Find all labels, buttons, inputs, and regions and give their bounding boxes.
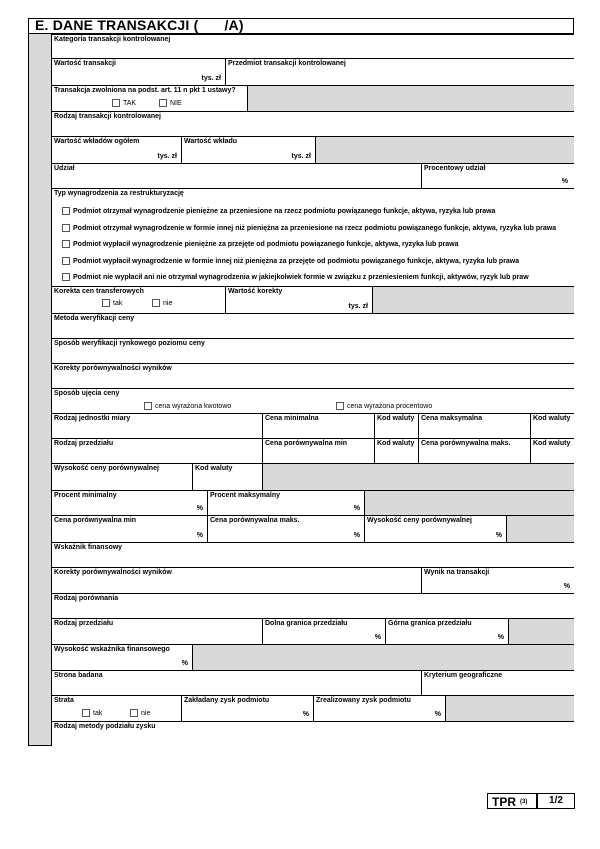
section-header [29, 19, 573, 34]
greyed-area [506, 515, 574, 542]
field-kategoria[interactable] [51, 34, 574, 58]
field-sposob-weryfikacji[interactable] [51, 338, 574, 363]
field-wartosc-korekty[interactable] [225, 286, 372, 313]
field-procent-minimalny[interactable] [51, 490, 207, 515]
field-udzial[interactable] [51, 163, 421, 188]
field-rodzaj-porownania[interactable] [51, 593, 574, 618]
label-wartosc-transakcji: Wartość transakcji [54, 60, 116, 67]
option-tak[interactable]: TAK [112, 99, 136, 107]
left-margin-strip [29, 34, 52, 745]
field-rodzaj-przedzialu[interactable] [51, 438, 262, 463]
option-wyn-5[interactable]: Podmiot nie wypłacił ani nie otrzymał wynagrodzenia w jakiejkolwiek formie w związku z przeniesieniem funkcji, aktywów, ryzyk lub praw [62, 273, 529, 281]
greyed-area [315, 136, 574, 163]
label-procentowy-udzial: Procentowy udział [424, 165, 486, 172]
field-sposob-ujecia[interactable] [51, 388, 574, 413]
label-kryterium: Kryterium geograficzne [424, 672, 503, 679]
label-strona-badana: Strona badana [54, 672, 103, 679]
unit-percent: % [353, 505, 360, 512]
form-variant: (3) [520, 799, 528, 805]
label-strata: Strata [54, 697, 74, 704]
unit-percent: % [181, 660, 188, 667]
field-kod-waluty-2[interactable] [530, 413, 574, 438]
unit-tys-zl: tys. zł [291, 153, 311, 160]
field-typ-wynagrodzenia[interactable] [51, 188, 574, 286]
label-wysokosc-wskaznika: Wysokość wskaźnika finansowego [54, 646, 170, 653]
label-cena-porownywalna-maks: Cena porównywalna maks. [421, 440, 511, 447]
label-gorna-granica: Górna granica przedziału [388, 620, 472, 627]
option-wyn-2[interactable]: Podmiot otrzymał wynagrodzenie w formie innej niż pieniężna za przeniesione na rzecz podmiotu powiązanego funkcje, aktywa, ryzyka lub prawa [62, 224, 556, 232]
label-cena-porownywalna-min: Cena porównywalna min [265, 440, 348, 447]
field-kod-waluty-1[interactable] [374, 413, 418, 438]
unit-percent: % [196, 532, 203, 539]
greyed-area [262, 463, 574, 490]
field-rodzaj-metody[interactable] [51, 721, 574, 746]
checkbox-icon [102, 299, 110, 307]
option-cena-kwotowo[interactable]: cena wyrażona kwotowo [144, 402, 231, 410]
label-przedmiot: Przedmiot transakcji kontrolowanej [228, 60, 346, 67]
field-kod-waluty-5[interactable] [192, 463, 262, 490]
option-wyn-3[interactable]: Podmiot wypłacił wynagrodzenie pieniężne za przejęte od podmiotu powiązanego funkcje, aktywa, ryzyka lub prawa [62, 240, 458, 248]
label-cena-minimalna: Cena minimalna [265, 415, 319, 422]
field-procentowy-udzial[interactable] [421, 163, 574, 188]
field-metoda-weryfikacji[interactable] [51, 313, 574, 338]
field-korekta-cen[interactable] [51, 286, 225, 313]
field-zrealizowany-zysk[interactable] [313, 695, 445, 721]
checkbox-icon [62, 240, 70, 248]
greyed-area [247, 85, 574, 111]
label-metoda-weryfikacji: Metoda weryfikacji ceny [54, 315, 135, 322]
field-wartosc-transakcji[interactable] [51, 58, 225, 85]
unit-percent: % [497, 634, 504, 641]
label-dolna-granica: Dolna granica przedziału [265, 620, 348, 627]
greyed-area [508, 618, 574, 644]
option-wyn-1[interactable]: Podmiot otrzymał wynagrodzenie pieniężne za przeniesione na rzecz podmiotu powiązanego funkcje, aktywa, ryzyka lub prawa [62, 207, 495, 215]
field-kryterium[interactable] [421, 670, 574, 695]
label-rodzaj-przedzialu: Rodzaj przedziału [54, 440, 114, 447]
option-wyn-4[interactable]: Podmiot wypłacił wynagrodzenie w formie innej niż pieniężna za przejęte od podmiotu powiązanego funkcje, aktywa, ryzyka lub prawa [62, 257, 519, 265]
label-wartosc-wkladu: Wartość wkładu [184, 138, 238, 145]
page-number: 1/2 [549, 795, 563, 806]
greyed-area [364, 490, 574, 515]
option-tak[interactable]: tak [82, 709, 102, 717]
label-rodzaj-jednostki: Rodzaj jednostki miary [54, 415, 131, 422]
option-nie[interactable]: nie [130, 709, 150, 717]
label-rodzaj-transakcji: Rodzaj transakcji kontrolowanej [54, 113, 161, 120]
unit-percent: % [302, 711, 309, 718]
field-rodzaj-jednostki[interactable] [51, 413, 262, 438]
field-zakladany-zysk[interactable] [181, 695, 313, 721]
unit-percent: % [374, 634, 381, 641]
label-sposob-weryfikacji: Sposób weryfikacji rynkowego poziomu ceny [54, 340, 205, 347]
checkbox-icon [62, 224, 70, 232]
unit-percent: % [434, 711, 441, 718]
label-zrealizowany-zysk: Zrealizowany zysk podmiotu [316, 697, 411, 704]
option-cena-procentowo[interactable]: cena wyrażona procentowo [336, 402, 432, 410]
unit-percent: % [561, 178, 568, 185]
label-kod-waluty: Kod waluty [377, 440, 415, 447]
option-nie[interactable]: nie [152, 299, 172, 307]
greyed-area [445, 695, 574, 721]
checkbox-icon [62, 207, 70, 215]
field-wartosc-wkladu[interactable] [181, 136, 315, 163]
option-tak[interactable]: tak [102, 299, 122, 307]
field-cena-minimalna[interactable] [262, 413, 374, 438]
label-wysokosc-ceny: Wysokość ceny porównywalnej [54, 465, 159, 472]
field-cena-porownywalna-min-2[interactable] [51, 515, 207, 542]
option-nie[interactable]: NIE [159, 99, 182, 107]
field-procent-maksymalny[interactable] [207, 490, 364, 515]
field-strona-badana[interactable] [51, 670, 421, 695]
label-rodzaj-przedzialu: Rodzaj przedziału [54, 620, 114, 627]
field-wartosc-wkladow[interactable] [51, 136, 181, 163]
label-udzial: Udział [54, 165, 75, 172]
unit-tys-zl: tys. zł [157, 153, 177, 160]
label-korekty-porownywalnosci: Korekty porównywalności wyników [54, 365, 172, 372]
label-zakladany-zysk: Zakładany zysk podmiotu [184, 697, 270, 704]
label-wynik-na-transakcji: Wynik na transakcji [424, 569, 490, 576]
label-cena-porownywalna-maks: Cena porównywalna maks. [210, 517, 300, 524]
label-kod-waluty: Kod waluty [533, 440, 571, 447]
field-gorna-granica[interactable] [385, 618, 508, 644]
label-cena-porownywalna-min: Cena porównywalna min [54, 517, 137, 524]
label-rodzaj-porownania: Rodzaj porównania [54, 595, 119, 602]
field-dolna-granica[interactable] [262, 618, 385, 644]
label-procent-maksymalny: Procent maksymalny [210, 492, 281, 499]
label-kod-waluty: Kod waluty [195, 465, 233, 472]
field-cena-porownywalna-maks-2[interactable] [207, 515, 364, 542]
label-kategoria: Kategoria transakcji kontrolowanej [54, 36, 171, 43]
checkbox-icon [336, 402, 344, 410]
field-rodzaj-przedzialu-2[interactable] [51, 618, 262, 644]
section-title: E. DANE TRANSAKCJI ( /A) [35, 17, 244, 33]
label-korekty-porownywalnosci: Korekty porównywalności wyników [54, 569, 172, 576]
field-wysokosc-ceny-2[interactable] [364, 515, 506, 542]
label-procent-minimalny: Procent minimalny [54, 492, 117, 499]
form-section-e [28, 18, 574, 746]
page-number-box [537, 793, 575, 809]
label-wysokosc-ceny: Wysokość ceny porównywalnej [367, 517, 472, 524]
label-kod-waluty: Kod waluty [533, 415, 571, 422]
checkbox-icon [159, 99, 167, 107]
unit-percent: % [353, 532, 360, 539]
form-code-box [487, 793, 537, 809]
checkbox-icon [112, 99, 120, 107]
label-zwolniona: Transakcja zwolniona na podst. art. 11 n pkt 1 ustawy? [54, 87, 236, 94]
checkbox-icon [130, 709, 138, 717]
label-rodzaj-metody: Rodzaj metody podziału zysku [54, 723, 156, 730]
checkbox-icon [144, 402, 152, 410]
field-wskaznik-finansowy[interactable] [51, 542, 574, 567]
field-wysokosc-wskaznika[interactable] [51, 644, 192, 670]
unit-percent: % [196, 505, 203, 512]
greyed-area [192, 644, 574, 670]
form-code: TPR [492, 795, 516, 809]
checkbox-icon [152, 299, 160, 307]
unit-percent: % [495, 532, 502, 539]
label-typ-wynagrodzenia: Typ wynagrodzenia za restrukturyzację [54, 190, 184, 197]
label-wskaznik-finansowy: Wskaźnik finansowy [54, 544, 123, 551]
unit-percent: % [563, 583, 570, 590]
field-cena-porownywalna-min[interactable] [262, 438, 374, 463]
field-kod-waluty-4[interactable] [530, 438, 574, 463]
field-rodzaj-transakcji[interactable] [51, 111, 574, 136]
field-kod-waluty-3[interactable] [374, 438, 418, 463]
label-sposob-ujecia: Sposób ujęcia ceny [54, 390, 120, 397]
label-wartosc-wkladow: Wartość wkładów ogółem [54, 138, 140, 145]
field-cena-maksymalna[interactable] [418, 413, 530, 438]
unit-tys-zl: tys. zł [348, 303, 368, 310]
unit-tys-zl: tys. zł [201, 75, 221, 82]
field-wynik-na-transakcji[interactable] [421, 567, 574, 593]
field-cena-porownywalna-maks[interactable] [418, 438, 530, 463]
field-zwolniona[interactable] [51, 85, 247, 111]
field-wysokosc-ceny[interactable] [51, 463, 192, 490]
checkbox-icon [62, 257, 70, 265]
greyed-area [372, 286, 574, 313]
field-korekty-porownywalnosci-2[interactable] [51, 567, 421, 593]
field-przedmiot[interactable] [225, 58, 574, 85]
field-korekty-porownywalnosci[interactable] [51, 363, 574, 388]
checkbox-icon [62, 273, 70, 281]
field-strata[interactable] [51, 695, 181, 721]
label-kod-waluty: Kod waluty [377, 415, 415, 422]
label-cena-maksymalna: Cena maksymalna [421, 415, 483, 422]
label-wartosc-korekty: Wartość korekty [228, 288, 283, 295]
label-korekta-cen: Korekta cen transferowych [54, 288, 144, 295]
checkbox-icon [82, 709, 90, 717]
